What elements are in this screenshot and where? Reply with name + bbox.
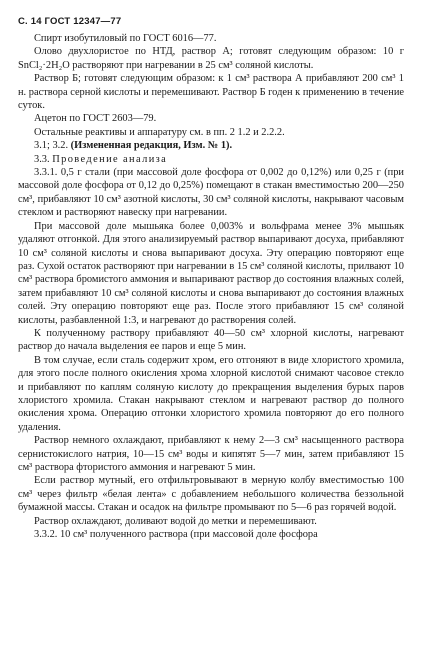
paragraph-filtration: Если раствор мутный, его отфильтровывают в мерную колбу вместимостью 100 см³ через фильтр «белая лента» с добавлением небольшого количества беззольной бумажной массы. Стакан и осадок на фильтре промывают по 5—6 раз горячей водой. xyxy=(18,475,404,514)
amendment-note: (Измененная редакция, Изм. № 1). xyxy=(70,140,233,152)
paragraph-3-3-1: 3.3.1. 0,5 г стали (при массовой доле фосфора от 0,002 до 0,12%) или 0,25 г (при массовой доле фосфора от 0,12 до 0,25%) помещают в стакан вместимостью 200—250 см³, прибавляют 10 см³ азотной кислоты, 30 см³ соляной кислоты, накрывают часовым стеклом и растворяют навеску при нагревании. xyxy=(18,167,404,219)
paragraph-acetone: Ацетон по ГОСТ 2603—79. xyxy=(34,113,157,125)
document-body xyxy=(18,32,404,541)
page-header: С. 14 ГОСТ 12347—77 xyxy=(18,16,122,27)
paragraph-dilution: Раствор охлаждают, доливают водой до метки и перемешивают. xyxy=(34,515,317,527)
section-heading xyxy=(18,153,404,166)
paragraph-other-reagents: Остальные реактивы и аппаратуру см. в пп. 2 1.2 и 2.2.2. xyxy=(34,126,285,138)
paragraph-3-3-2: 3.3.2. 10 см³ полученного раствора (при массовой доле фосфора xyxy=(34,529,318,541)
paragraph-amendment xyxy=(18,139,404,152)
section-number: 3.3. xyxy=(34,153,50,165)
paragraph-cooling: Раствор немного охлаждают, прибавляют к нему 2—3 см³ насыщенного раствора сернистокислого натрия, 10—15 см³ воды и кипятят 5—7 мин, затем прибавляют 15 см³ раствора фтористого аммония и нагревают 5 мин. xyxy=(18,435,404,473)
section-number: 3.1; 3.2. xyxy=(34,140,69,152)
paragraph-solution-b: Раствор Б; готовят следующим образом: к 1 см³ раствора А прибавляют 200 см³ 1 н. раствора серной кислоты и перемешивают. Раствор Б годен к применению в течение суток. xyxy=(18,73,404,112)
paragraph-solution-a: Олово двухлористое по НТД, раствор А; готовят следующим образом: 10 г SnCl₂·2H₂O растворяют при нагревании в 25 см³ соляной кислоты. xyxy=(18,46,404,71)
paragraph-arsenic-removal: При массовой доле мышьяка более 0,003% и вольфрама менее 3% мышьяк удаляют отгонкой. Для этого анализируемый раствор выпаривают досуха, прибавляют 10 см³ соляной кислоты и снова выпаривают досуха. Эту операцию повторяют еще раз. Сухой остаток растворяют при нагревании в 15 см³ соляной кислоты, прилвают 10 см³ раствора бромистого аммония и выпаривают раствор до состояния влажных солей, затем прибавляют 10 см³ соляной кислоты и снова выпаривают до состояния влажных солей. Эту операцию повторяют еще раз. После этого прибавляют 15 см³ соляной кислоты, разбавленной 1:3, и нагревают до растворения солей. xyxy=(18,220,404,326)
section-title: Проведение анализа xyxy=(52,153,168,165)
paragraph-perchloric-acid: К полученному раствору прибавляют 40—50 см³ хлорной кислоты, нагревают раствор до начала выделения ее паров и еще 5 мин. xyxy=(18,327,404,353)
paragraph-chromium-removal: В том случае, если сталь содержит хром, его отгоняют в виде хлористого хромила, для этого после полного окисления хрома хлорной кислотой снимают часовое стекло и прибавляют по каплям соляную кислоту до прекращения выделения бурых паров хлористого хромила. Стакан накрывают стеклом и нагревают раствор до полного окисления хрома. Операцию отгонки хлористого хромила повторяют до его полного удаления. xyxy=(18,354,404,433)
paragraph-isobutyl-alcohol: Спирт изобутиловый по ГОСТ 6016—77. xyxy=(34,33,217,44)
